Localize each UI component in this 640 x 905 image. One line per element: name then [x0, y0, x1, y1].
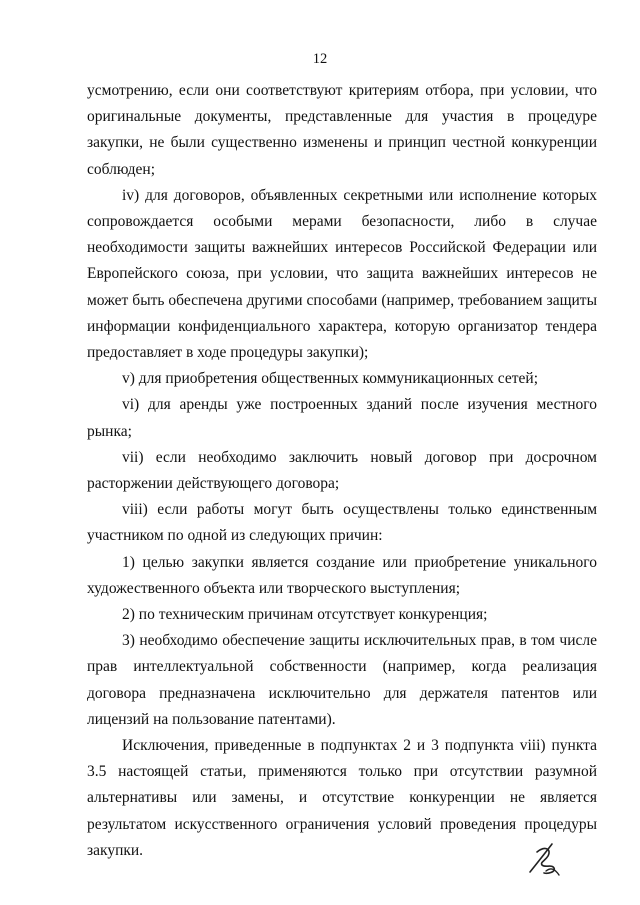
paragraph-subitem-3: 3) необходимо обеспечение защиты исключительных прав, в том числе прав интеллектуальной собственности (например, когда реализация договора предназначена исключительно для держателя патентов или лицензий на пользование патентами). [87, 632, 597, 728]
paragraph-subitem-2: 2) по техническим причинам отсутствует конкуренция; [122, 606, 488, 624]
paragraph-item-vii: vii) если необходимо заключить новый договор при досрочном расторжении действующего договора; [87, 448, 597, 493]
page-number: 12 [312, 51, 328, 67]
paragraph-continuation: усмотрению, если они соответствуют критериям отбора, при условии, что оригинальные документы, представленные для участия в процедуре закупки, не были существенно изменены и принцип честной конкуренции соблюден; [87, 82, 597, 178]
paragraph-subitem-1: 1) целью закупки является создание или приобретение уникального художественного объекта или творческого выступления; [87, 553, 597, 597]
paragraph-exceptions: Исключения, приведенные в подпунктах 2 и 3 подпункта viii) пункта 3.5 настоящей статьи, применяются только при отсутствии разумной альтернативы или замены, и отсутствие конкуренции не является результатом искусственного ограничения условий проведения процедуры закупки. [87, 737, 597, 859]
paragraph-item-vi: vi) для аренды уже построенных зданий после изучения местного рынка; [87, 396, 597, 440]
paragraph-item-iv: iv) для договоров, объявленных секретными или исполнение которых сопровождается особыми мерами безопасности, либо в случае необходимости защиты важнейших интересов Российской Федерации или Европейского союза, при условии, что защита важнейших интересов не может быть обеспечена другими способами (например, требованием защиты информации конфиденциального характера, которую организатор тендера предоставляет в ходе процедуры закупки); [87, 186, 597, 362]
document-body [87, 78, 597, 864]
paragraph-item-v: v) для приобретения общественных коммуникационных сетей; [122, 370, 538, 388]
handwritten-signature-icon [522, 838, 568, 878]
paragraph-item-viii: viii) если работы могут быть осуществлены только единственным участником по одной из следующих причин: [87, 501, 597, 545]
